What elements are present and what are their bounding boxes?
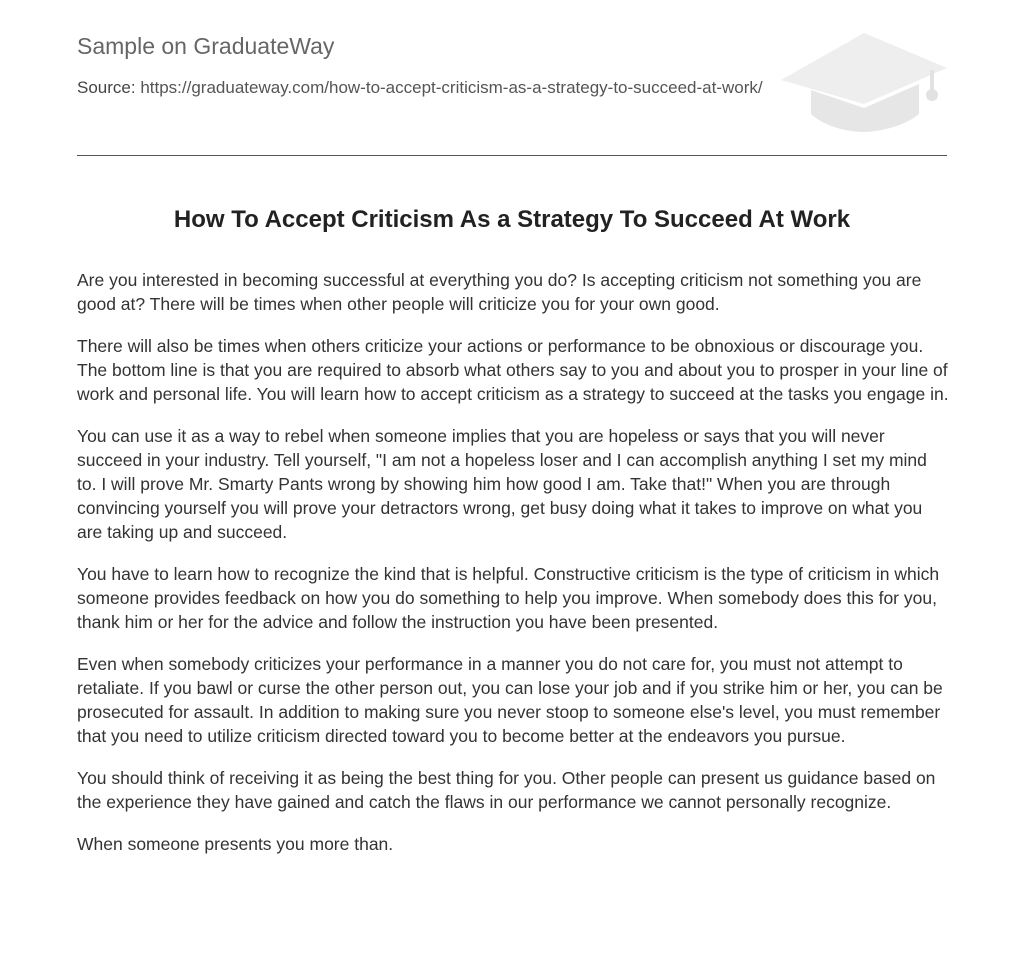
paragraph: There will also be times when others criticize your actions or performance to be obnoxious or discourage you. The bottom line is that you are required to absorb what others say to you and about you to prosper in your line of work and personal life. You will learn how to accept criticism as a strategy to succeed at the tasks you engage in. bbox=[77, 336, 949, 404]
paragraph: You should think of receiving it as being the best thing for you. Other people can present us guidance based on the experience they have gained and catch the flaws in our performance we cannot personally recognize. bbox=[77, 768, 936, 812]
paragraph: You can use it as a way to rebel when someone implies that you are hopeless or says that you will never succeed in your industry. Tell yourself, "I am not a hopeless loser and I can accomplish anything I set my mind to. I will prove Mr. Smarty Pants wrong by showing him how good I am. Take that!" When you are through convincing yourself you will prove your detractors wrong, get busy doing what it takes to improve on what you are taking up and succeed. bbox=[77, 426, 927, 542]
paragraph: Even when somebody criticizes your performance in a manner you do not care for, you must not attempt to retaliate. If you bawl or curse the other person out, you can lose your job and if you strike him or her, you can be prosecuted for assault. In addition to making sure you never stoop to someone else's level, you must remember that you need to utilize criticism directed toward you to become better at the endeavors you pursue. bbox=[77, 654, 943, 746]
paragraph: You have to learn how to recognize the kind that is helpful. Constructive criticism is the type of criticism in which someone provides feedback on how you do something to help you improve. When somebody does this for you, thank him or her for the advice and follow the instruction you have been presented. bbox=[77, 564, 940, 632]
source-link[interactable]: https://graduateway.com/how-to-accept-criticism-as-a-strategy-to-succeed-at-work/ bbox=[140, 78, 763, 97]
article-body bbox=[77, 268, 949, 874]
graduation-cap-icon bbox=[781, 30, 947, 134]
paragraph: When someone presents you more than. bbox=[77, 834, 394, 854]
site-title: Sample on GraduateWay bbox=[77, 33, 335, 59]
source-label: Source: bbox=[77, 78, 136, 97]
article-title: How To Accept Criticism As a Strategy To Succeed At Work bbox=[173, 206, 851, 233]
header-divider bbox=[77, 155, 947, 156]
paragraph: Are you interested in becoming successful at everything you do? Is accepting criticism not something you are good at? There will be times when other people will criticize you for your own good. bbox=[77, 270, 922, 314]
page-header bbox=[77, 0, 947, 156]
source-line bbox=[77, 78, 777, 98]
